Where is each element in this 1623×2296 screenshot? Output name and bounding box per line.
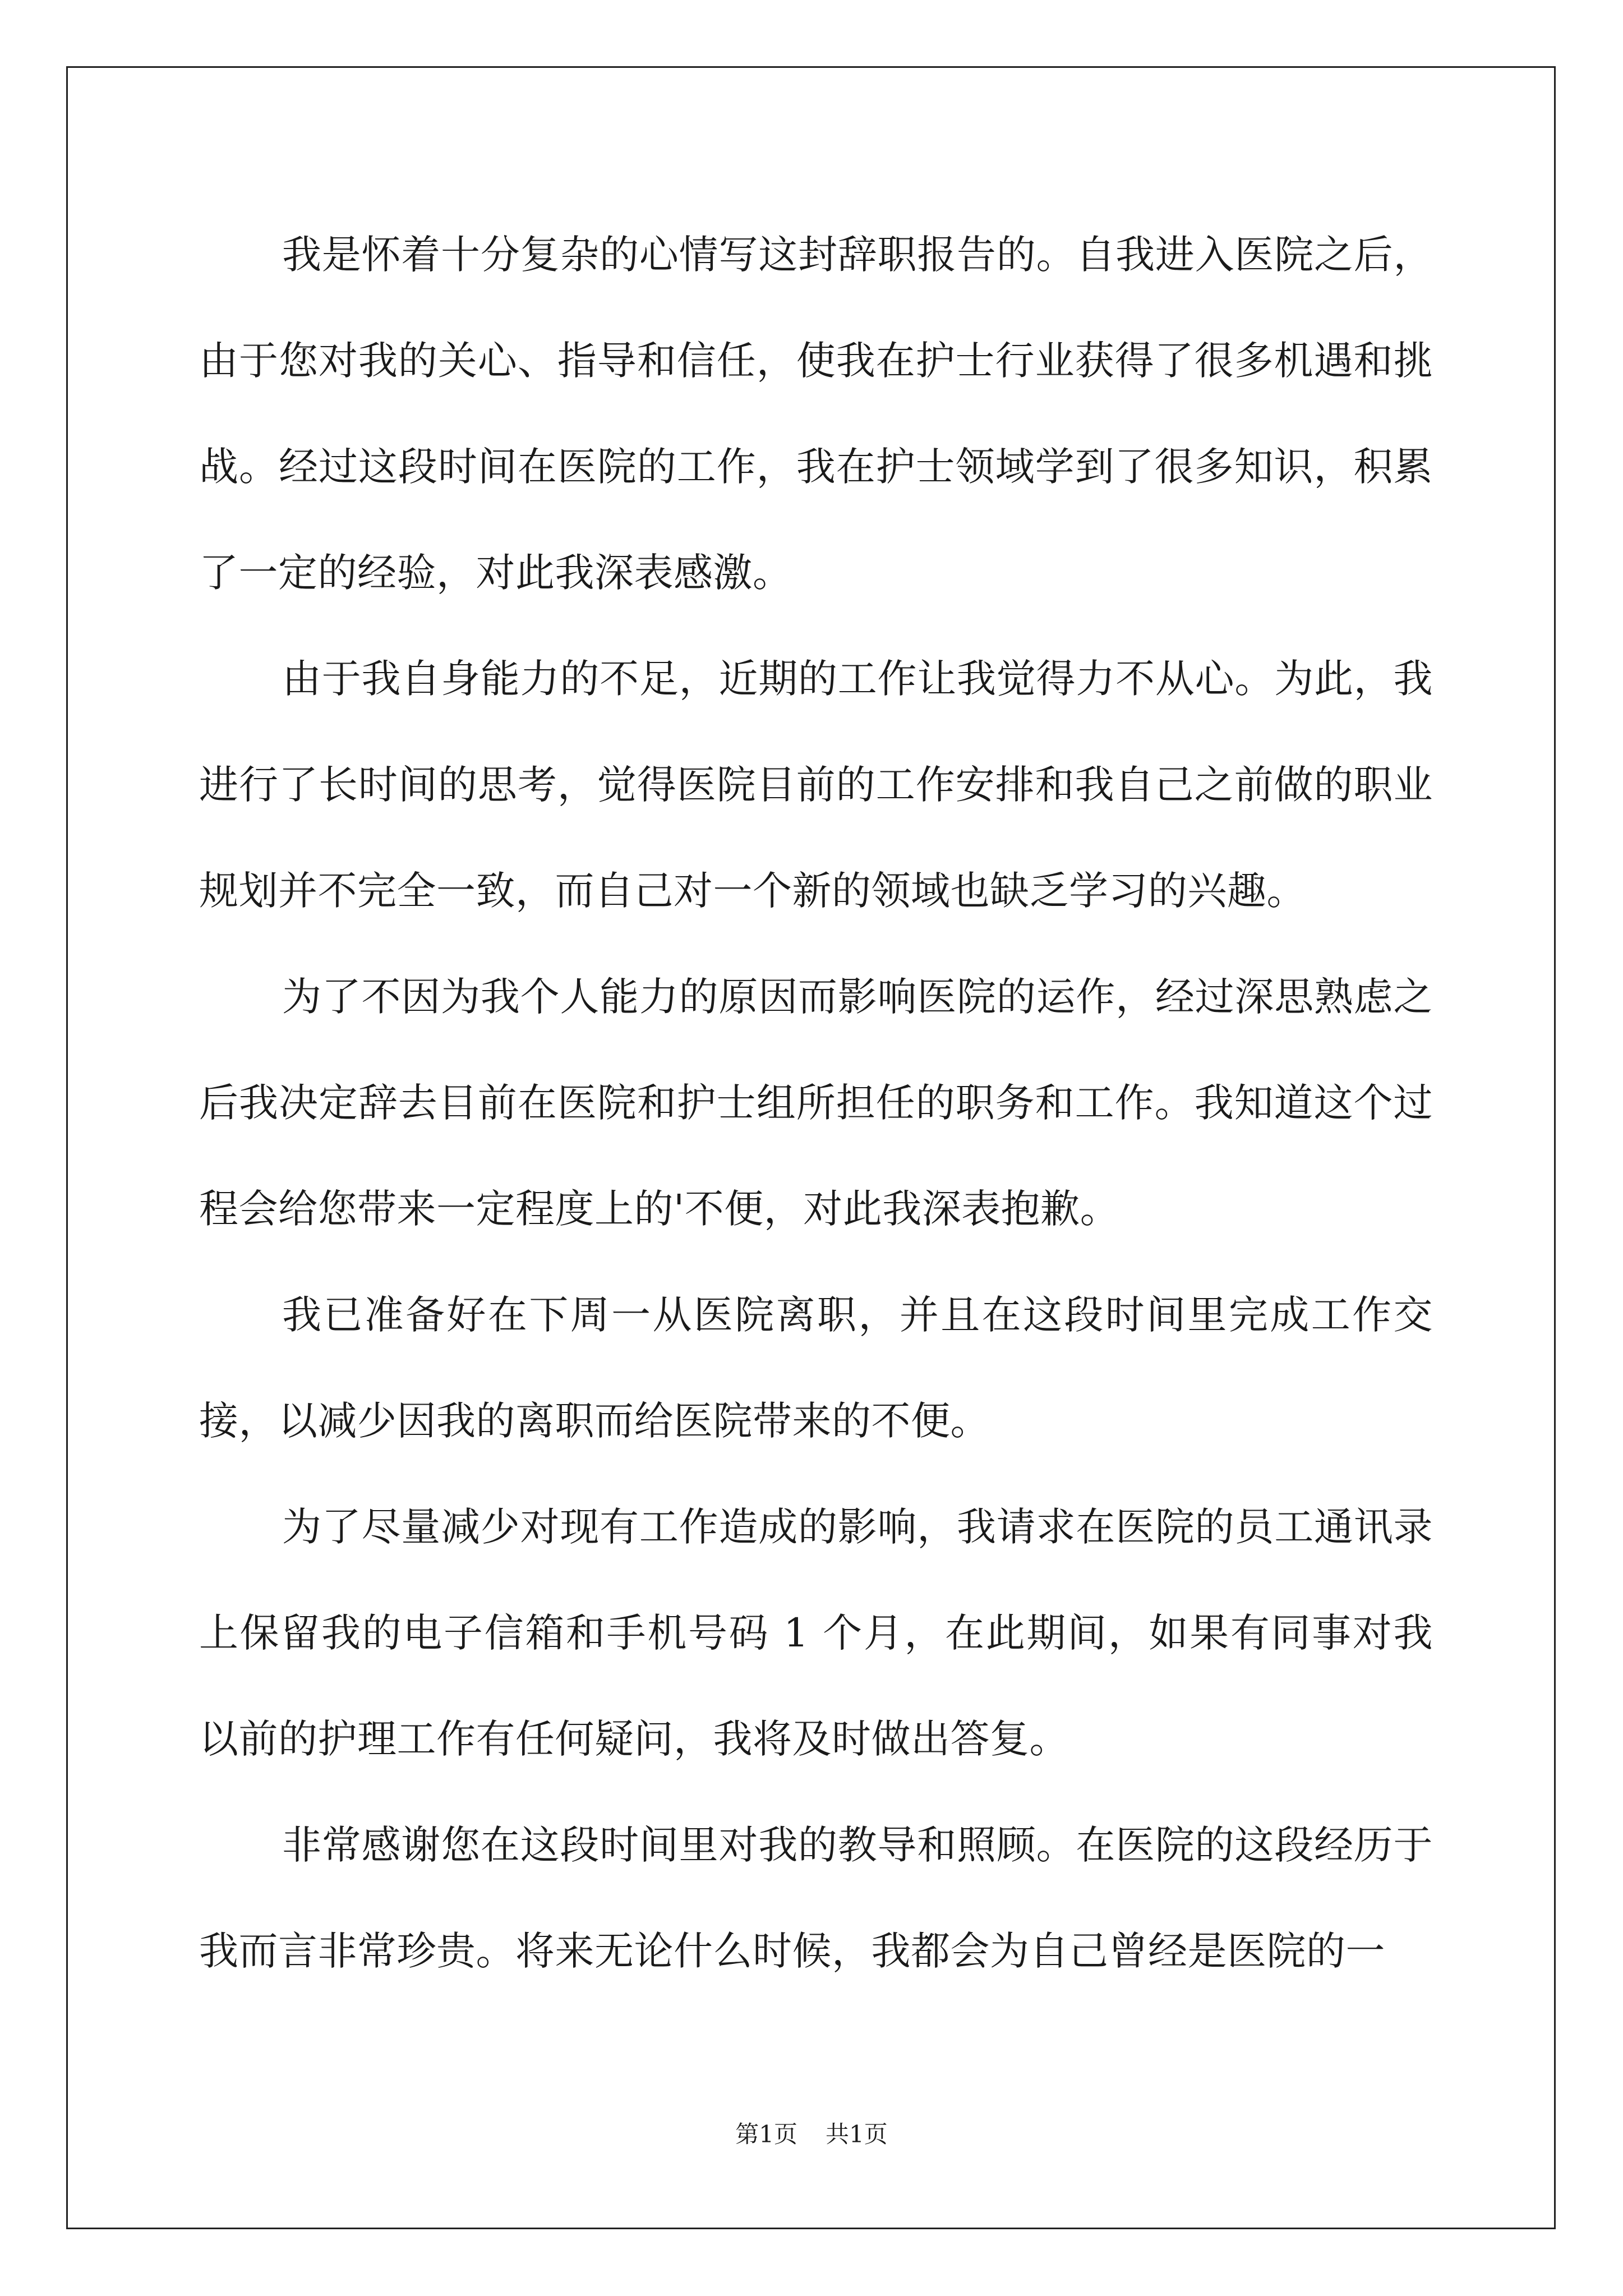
paragraph-6: 非常感谢您在这段时间里对我的教导和照顾。在医院的这段经历于我而言非常珍贵。将来无论什么时候，我都会为自己曾经是医院的一 xyxy=(199,1822,1433,1974)
paragraph-1: 我是怀着十分复杂的心情写这封辞职报告的。自我进入医院之后，由于您对我的关心、指导和信任，使我在护士行业获得了很多机遇和挑战。经过这段时间在医院的工作，我在护士领域学到了很多知识，积累了一定的经验，对此我深表感激。 xyxy=(199,232,1433,596)
paragraph-5: 为了尽量减少对现有工作造成的影响，我请求在医院的员工通讯录上保留我的电子信箱和手机号码 1 个月，在此期间，如果有同事对我以前的护理工作有任何疑问，我将及时做出答复。 xyxy=(199,1504,1433,1762)
paragraph-3: 为了不因为我个人能力的原因而影响医院的运作，经过深思熟虑之后我决定辞去目前在医院和护士组所担任的职务和工作。我知道这个过程会给您带来一定程度上的'不便，对此我深表抱歉。 xyxy=(199,974,1433,1232)
page-footer xyxy=(0,2118,1623,2151)
paragraph-2: 由于我自身能力的不足，近期的工作让我觉得力不从心。为此，我进行了长时间的思考，觉得医院目前的工作安排和我自己之前做的职业规划并不完全一致，而自己对一个新的领域也缺乏学习的兴趣。 xyxy=(199,656,1433,914)
page-number-current: 第1页 xyxy=(735,2120,797,2148)
paragraph-4: 我已准备好在下周一从医院离职，并且在这段时间里完成工作交接，以减少因我的离职而给医院带来的不便。 xyxy=(199,1292,1433,1444)
page-number-total: 共1页 xyxy=(826,2120,888,2148)
document-body xyxy=(199,202,1433,2004)
